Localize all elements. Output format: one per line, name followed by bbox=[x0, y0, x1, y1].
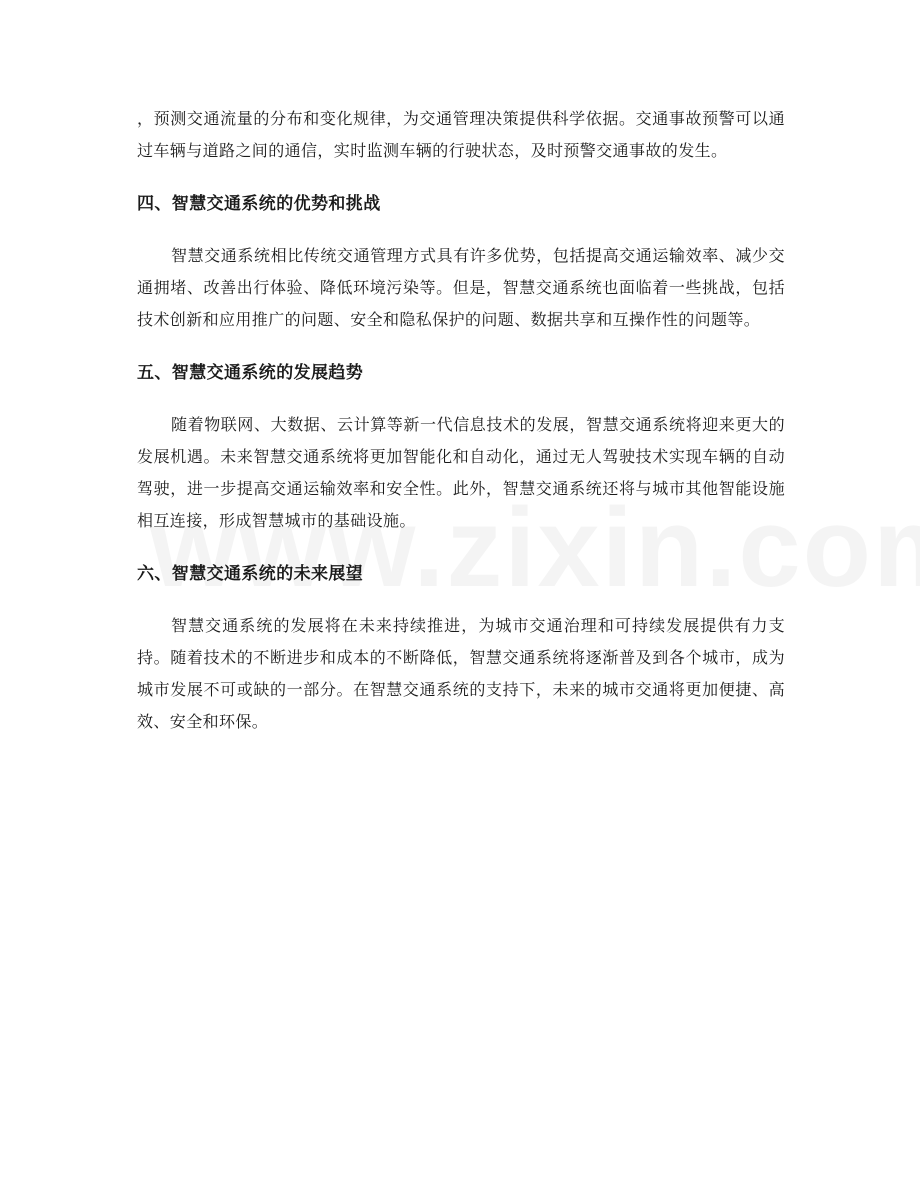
section-heading-6: 六、智慧交通系统的未来展望 bbox=[137, 564, 364, 584]
intro-paragraph: ，预测交通流量的分布和变化规律，为交通管理决策提供科学依据。交通事故预警可以通过车辆与道路之间的通信，实时监测车辆的行驶状态，及时预警交通事故的发生。 bbox=[137, 109, 785, 160]
section-body-6: 智慧交通系统的发展将在未来持续推进，为城市交通治理和可持续发展提供有力支持。随着技术的不断进步和成本的不断降低，智慧交通系统将逐渐普及到各个城市，成为城市发展不可或缺的一部分。在智慧交通系统的支持下，未来的城市交通将更加便捷、高效、安全和环保。 bbox=[137, 616, 785, 731]
section-heading-4: 四、智慧交通系统的优势和挑战 bbox=[137, 194, 381, 214]
section-heading-5: 五、智慧交通系统的发展趋势 bbox=[137, 363, 364, 383]
document-body bbox=[137, 103, 785, 738]
section-body-5: 随着物联网、大数据、云计算等新一代信息技术的发展，智慧交通系统将迎来更大的发展机遇。未来智慧交通系统将更加智能化和自动化，通过无人驾驶技术实现车辆的自动驾驶，进一步提高交通运输效率和安全性。此外，智慧交通系统还将与城市其他智能设施相互连接，形成智慧城市的基础设施。 bbox=[137, 415, 785, 530]
section-body-4: 智慧交通系统相比传统交通管理方式具有许多优势，包括提高交通运输效率、减少交通拥堵、改善出行体验、降低环境污染等。但是，智慧交通系统也面临着一些挑战，包括技术创新和应用推广的问题、安全和隐私保护的问题、数据共享和互操作性的问题等。 bbox=[137, 246, 785, 329]
